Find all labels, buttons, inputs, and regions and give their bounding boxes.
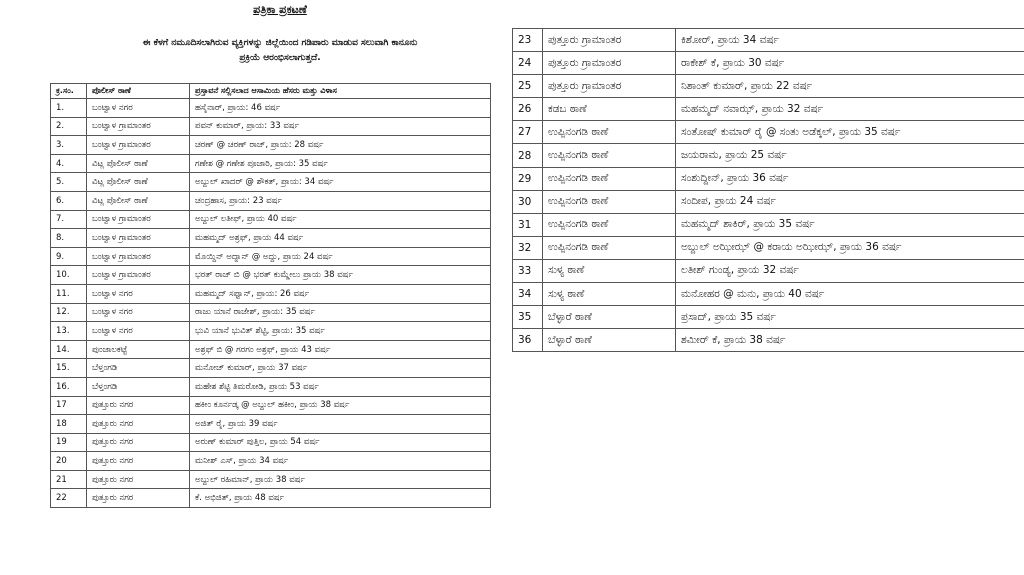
table-row xyxy=(513,52,1024,75)
table-row xyxy=(51,415,491,434)
serial-cell: 34 xyxy=(513,283,543,306)
station-cell: ಪುಂಜಾಲಕಟ್ಟೆ xyxy=(87,340,190,359)
station-cell: ವಿಟ್ಲ ಪೊಲೀಸ್ ಠಾಣೆ xyxy=(87,154,190,173)
table-row xyxy=(51,229,491,248)
table-row xyxy=(513,190,1024,213)
serial-cell: 3. xyxy=(51,136,87,155)
station-cell: ಪುತ್ತೂರು ನಗರ xyxy=(87,452,190,471)
name-cell: ಮನೋಹರ @ ಮನು, ಪ್ರಾಯ 40 ವರ್ಷ xyxy=(676,283,1024,306)
header-name-address: ಪ್ರಸ್ತಾವನೆ ಸಲ್ಲಿಸಲಾದ ಆಸಾಮಿಯ ಹೆಸರು ಮತ್ತು ವಿಳಾಸ xyxy=(190,84,491,99)
document-title: ಪತ್ರಿಕಾ ಪ್ರಕಟಣೆ xyxy=(253,3,307,16)
station-cell: ಬಂಟ್ವಾಳ ನಗರ xyxy=(87,322,190,341)
name-cell: ಮಹೇಶ ಶೆಟ್ಟಿ ತಿಮರೋಡಿ, ಪ್ರಾಯ 53 ವರ್ಷ xyxy=(190,377,491,396)
serial-cell: 28 xyxy=(513,144,543,167)
table-row xyxy=(513,283,1024,306)
station-cell: ಉಪ್ಪಿನಂಗಡಿ ಠಾಣೆ xyxy=(543,167,676,190)
name-cell: ಸಂತೋಷ್ ಕುಮಾರ್ ರೈ @ ಸಂತು ಅಡೆಕ್ಕಲ್, ಪ್ರಾಯ 35 ವರ್ಷ xyxy=(676,121,1024,144)
station-cell: ಪುತ್ತೂರು ನಗರ xyxy=(87,470,190,489)
name-cell: ಪವನ್ ಕುಮಾರ್, ಪ್ರಾಯ: 33 ವರ್ಷ xyxy=(190,117,491,136)
table-row xyxy=(513,236,1024,259)
table-row xyxy=(51,322,491,341)
station-cell: ವಿಟ್ಲ ಪೊಲೀಸ್ ಠಾಣೆ xyxy=(87,191,190,210)
serial-cell: 24 xyxy=(513,52,543,75)
table-row xyxy=(51,136,491,155)
name-cell: ಅಬ್ದುಲ್ ಖಾದರ್ @ ಶೌಕತ್, ಪ್ರಾಯ: 34 ವರ್ಷ xyxy=(190,173,491,192)
station-cell: ಪುತ್ತೂರು ಗ್ರಾಮಾಂತರ xyxy=(543,75,676,98)
serial-cell: 35 xyxy=(513,306,543,329)
name-cell: ಅರುಣ್ ಕುಮಾರ್ ಪುತ್ತಿಲ, ಪ್ರಾಯ 54 ವರ್ಷ xyxy=(190,433,491,452)
table-row xyxy=(513,144,1024,167)
station-cell: ಉಪ್ಪಿನಂಗಡಿ ಠಾಣೆ xyxy=(543,190,676,213)
station-cell: ಪುತ್ತೂರು ಗ್ರಾಮಾಂತರ xyxy=(543,52,676,75)
table-row xyxy=(51,377,491,396)
station-cell: ವಿಟ್ಲ ಪೊಲೀಸ್ ಠಾಣೆ xyxy=(87,173,190,192)
table-row xyxy=(513,259,1024,282)
station-cell: ಪುತ್ತೂರು ನಗರ xyxy=(87,489,190,508)
station-cell: ಬಂಟ್ವಾಳ ನಗರ xyxy=(87,99,190,118)
name-cell: ಭರತ್ ರಾಜ್ ಬಿ @ ಭರತ್ ಕುಮ್ಡೇಲು ಪ್ರಾಯ 38 ವರ್ಷ xyxy=(190,266,491,285)
station-cell: ಸುಳ್ಯ ಠಾಣೆ xyxy=(543,283,676,306)
name-cell: ಕೆ. ಅಭಿಜಿತ್, ಪ್ರಾಯ 48 ವರ್ಷ xyxy=(190,489,491,508)
station-cell: ಬಂಟ್ವಾಳ ಗ್ರಾಮಾಂತರ xyxy=(87,229,190,248)
table-row xyxy=(51,303,491,322)
table-row xyxy=(51,284,491,303)
station-cell: ಪುತ್ತೂರು ಗ್ರಾಮಾಂತರ xyxy=(543,29,676,52)
table-row xyxy=(51,247,491,266)
serial-cell: 25 xyxy=(513,75,543,98)
table-row xyxy=(513,329,1024,352)
table-row xyxy=(513,167,1024,190)
station-cell: ಬಂಟ್ವಾಳ ನಗರ xyxy=(87,284,190,303)
serial-cell: 20 xyxy=(51,452,87,471)
serial-cell: 15. xyxy=(51,359,87,378)
serial-cell: 4. xyxy=(51,154,87,173)
table-header-row xyxy=(51,84,491,99)
station-cell: ಪುತ್ತೂರು ನಗರ xyxy=(87,415,190,434)
serial-cell: 21 xyxy=(51,470,87,489)
name-cell: ಅಬ್ದುಲ್ ಅಝೀಝ್ @ ಕರಾಯ ಅಝೀಝ್, ಪ್ರಾಯ 36 ವರ್ಷ xyxy=(676,236,1024,259)
serial-cell: 9. xyxy=(51,247,87,266)
station-cell: ಬಂಟ್ವಾಳ ಗ್ರಾಮಾಂತರ xyxy=(87,117,190,136)
serial-cell: 22 xyxy=(51,489,87,508)
station-cell: ಬಂಟ್ವಾಳ ಗ್ರಾಮಾಂತರ xyxy=(87,210,190,229)
serial-cell: 32 xyxy=(513,236,543,259)
name-cell: ಲತೀಶ್ ಗುಂಡ್ಯ, ಪ್ರಾಯ 32 ವರ್ಷ xyxy=(676,259,1024,282)
table-row xyxy=(513,213,1024,236)
header-serial-no: ಕ್ರ.ಸಂ. xyxy=(51,84,87,99)
name-cell: ಮಹಮ್ಮದ್ ಶಾಕಿರ್, ಪ್ರಾಯ 35 ವರ್ಷ xyxy=(676,213,1024,236)
table-row xyxy=(513,29,1024,52)
externment-table-left xyxy=(50,83,491,508)
table-row xyxy=(51,396,491,415)
subtitle-line-1: ಈ ಕೆಳಗೆ ನಮೂದಿಸಲಾಗಿರುವ ವ್ಯಕ್ತಿಗಳನ್ನು ಜಿಲ್ಲೆಯಿಂದ ಗಡಿಪಾರು ಮಾಡುವ ಸಲುವಾಗಿ ಕಾನೂನು xyxy=(142,38,418,48)
serial-cell: 5. xyxy=(51,173,87,192)
name-cell: ಮಹಮ್ಮದ್ ನವಾಝ್, ಪ್ರಾಯ 32 ವರ್ಷ xyxy=(676,98,1024,121)
externment-table-right xyxy=(512,28,1024,352)
name-cell: ಅಬ್ದುಲ್ ರಹಿಮಾನ್, ಪ್ರಾಯ 38 ವರ್ಷ xyxy=(190,470,491,489)
name-cell: ಹಸೈನಾರ್, ಪ್ರಾಯ: 46 ವರ್ಷ xyxy=(190,99,491,118)
serial-cell: 11. xyxy=(51,284,87,303)
serial-cell: 10. xyxy=(51,266,87,285)
station-cell: ಬೆಳ್ತಂಗಡಿ xyxy=(87,359,190,378)
station-cell: ಪುತ್ತೂರು ನಗರ xyxy=(87,396,190,415)
name-cell: ಮನೋಜ್ ಕುಮಾರ್, ಪ್ರಾಯ 37 ವರ್ಷ xyxy=(190,359,491,378)
serial-cell: 6. xyxy=(51,191,87,210)
name-cell: ಕಿಶೋರ್, ಪ್ರಾಯ 34 ವರ್ಷ xyxy=(676,29,1024,52)
name-cell: ಪ್ರಸಾದ್, ಪ್ರಾಯ 35 ವರ್ಷ xyxy=(676,306,1024,329)
station-cell: ಉಪ್ಪಿನಂಗಡಿ ಠಾಣೆ xyxy=(543,121,676,144)
document-subtitle xyxy=(60,36,500,66)
serial-cell: 8. xyxy=(51,229,87,248)
table-row xyxy=(51,266,491,285)
station-cell: ಬೆಳ್ತಂಗಡಿ xyxy=(87,377,190,396)
serial-cell: 19 xyxy=(51,433,87,452)
name-cell: ಗಣೇಶ @ ಗಣೇಶ ಪೂಜಾರಿ, ಪ್ರಾಯ: 35 ವರ್ಷ xyxy=(190,154,491,173)
name-cell: ಸಂದೀಪ, ಪ್ರಾಯ 24 ವರ್ಷ xyxy=(676,190,1024,213)
serial-cell: 33 xyxy=(513,259,543,282)
table-row xyxy=(51,99,491,118)
subtitle-line-2: ಪ್ರಕ್ರಿಯೆ ಆರಂಭಿಸಲಾಗುತ್ತದೆ. xyxy=(239,53,321,63)
table-row xyxy=(51,340,491,359)
station-cell: ಬೆಳ್ಳಾರೆ ಠಾಣೆ xyxy=(543,306,676,329)
name-cell: ಹಕೀಂ ಕೂರ್ನಡ್ಕ @ ಅಬ್ದುಲ್ ಹಕೀಂ, ಪ್ರಾಯ 38 ವರ್ಷ xyxy=(190,396,491,415)
serial-cell: 26 xyxy=(513,98,543,121)
table-row xyxy=(51,154,491,173)
table-row xyxy=(51,191,491,210)
name-cell: ಚರಣ್ @ ಚರಣ್ ರಾಜ್, ಪ್ರಾಯ: 28 ವರ್ಷ xyxy=(190,136,491,155)
station-cell: ಸುಳ್ಯ ಠಾಣೆ xyxy=(543,259,676,282)
name-cell: ರಾಜು ಯಾನೆ ರಾಜೇಶ್, ಪ್ರಾಯ: 35 ವರ್ಷ xyxy=(190,303,491,322)
station-cell: ಉಪ್ಪಿನಂಗಡಿ ಠಾಣೆ xyxy=(543,213,676,236)
serial-cell: 29 xyxy=(513,167,543,190)
serial-cell: 18 xyxy=(51,415,87,434)
name-cell: ಅಬ್ದುಲ್ ಲತೀಫ್, ಪ್ರಾಯ 40 ವರ್ಷ xyxy=(190,210,491,229)
serial-cell: 7. xyxy=(51,210,87,229)
table-row xyxy=(513,98,1024,121)
serial-cell: 36 xyxy=(513,329,543,352)
station-cell: ಬೆಳ್ಳಾರೆ ಠಾಣೆ xyxy=(543,329,676,352)
name-cell: ಶಮೀರ್ ಕೆ, ಪ್ರಾಯ 38 ವರ್ಷ xyxy=(676,329,1024,352)
serial-cell: 2. xyxy=(51,117,87,136)
station-cell: ಬಂಟ್ವಾಳ ಗ್ರಾಮಾಂತರ xyxy=(87,247,190,266)
name-cell: ನಿಶಾಂತ್ ಕುಮಾರ್, ಪ್ರಾಯ 22 ವರ್ಷ xyxy=(676,75,1024,98)
name-cell: ಭುವಿ ಯಾನೆ ಭುವಿತ್ ಶೆಟ್ಟಿ, ಪ್ರಾಯ: 35 ವರ್ಷ xyxy=(190,322,491,341)
station-cell: ಕಡಬ ಠಾಣೆ xyxy=(543,98,676,121)
table-row xyxy=(513,75,1024,98)
table-row xyxy=(51,359,491,378)
serial-cell: 30 xyxy=(513,190,543,213)
table-row xyxy=(513,306,1024,329)
station-cell: ಉಪ್ಪಿನಂಗಡಿ ಠಾಣೆ xyxy=(543,144,676,167)
serial-cell: 13. xyxy=(51,322,87,341)
serial-cell: 23 xyxy=(513,29,543,52)
station-cell: ಬಂಟ್ವಾಳ ಗ್ರಾಮಾಂತರ xyxy=(87,136,190,155)
table-row xyxy=(51,489,491,508)
serial-cell: 27 xyxy=(513,121,543,144)
serial-cell: 16. xyxy=(51,377,87,396)
serial-cell: 12. xyxy=(51,303,87,322)
name-cell: ಜಯರಾಮ, ಪ್ರಾಯ 25 ವರ್ಷ xyxy=(676,144,1024,167)
name-cell: ಮನೀಶ್ ಎಸ್, ಪ್ರಾಯ 34 ವರ್ಷ xyxy=(190,452,491,471)
header-police-station: ಪೊಲೀಸ್ ಠಾಣೆ xyxy=(87,84,190,99)
table-row xyxy=(513,121,1024,144)
table-row xyxy=(51,210,491,229)
name-cell: ಚಂದ್ರಹಾಸ, ಪ್ರಾಯ: 23 ವರ್ಷ xyxy=(190,191,491,210)
serial-cell: 14. xyxy=(51,340,87,359)
table-row xyxy=(51,470,491,489)
station-cell: ಬಂಟ್ವಾಳ ನಗರ xyxy=(87,303,190,322)
serial-cell: 1. xyxy=(51,99,87,118)
name-cell: ಸಂಶುದ್ದೀನ್, ಪ್ರಾಯ 36 ವರ್ಷ xyxy=(676,167,1024,190)
name-cell: ಮಹಮ್ಮದ್ ಅಶ್ರಫ್, ಪ್ರಾಯ 44 ವರ್ಷ xyxy=(190,229,491,248)
name-cell: ರಾಕೇಶ್ ಕೆ, ಪ್ರಾಯ 30 ವರ್ಷ xyxy=(676,52,1024,75)
name-cell: ಅಜಿತ್ ರೈ, ಪ್ರಾಯ 39 ವರ್ಷ xyxy=(190,415,491,434)
station-cell: ಉಪ್ಪಿನಂಗಡಿ ಠಾಣೆ xyxy=(543,236,676,259)
station-cell: ಬಂಟ್ವಾಳ ಗ್ರಾಮಾಂತರ xyxy=(87,266,190,285)
table-row xyxy=(51,117,491,136)
name-cell: ಮಹಮ್ಮದ್ ಸಫ್ವಾನ್, ಪ್ರಾಯ: 26 ವರ್ಷ xyxy=(190,284,491,303)
name-cell: ಮೊಯ್ದಿನ್ ಅದ್ನಾನ್ @ ಅದ್ದು, ಪ್ರಾಯ 24 ವರ್ಷ xyxy=(190,247,491,266)
table-row xyxy=(51,173,491,192)
name-cell: ಅಶ್ರಫ್ ಬಿ @ ಗರಗಂ ಅಶ್ರಫ್, ಪ್ರಾಯ 43 ವರ್ಷ xyxy=(190,340,491,359)
table-row xyxy=(51,452,491,471)
station-cell: ಪುತ್ತೂರು ನಗರ xyxy=(87,433,190,452)
serial-cell: 17 xyxy=(51,396,87,415)
table-row xyxy=(51,433,491,452)
serial-cell: 31 xyxy=(513,213,543,236)
